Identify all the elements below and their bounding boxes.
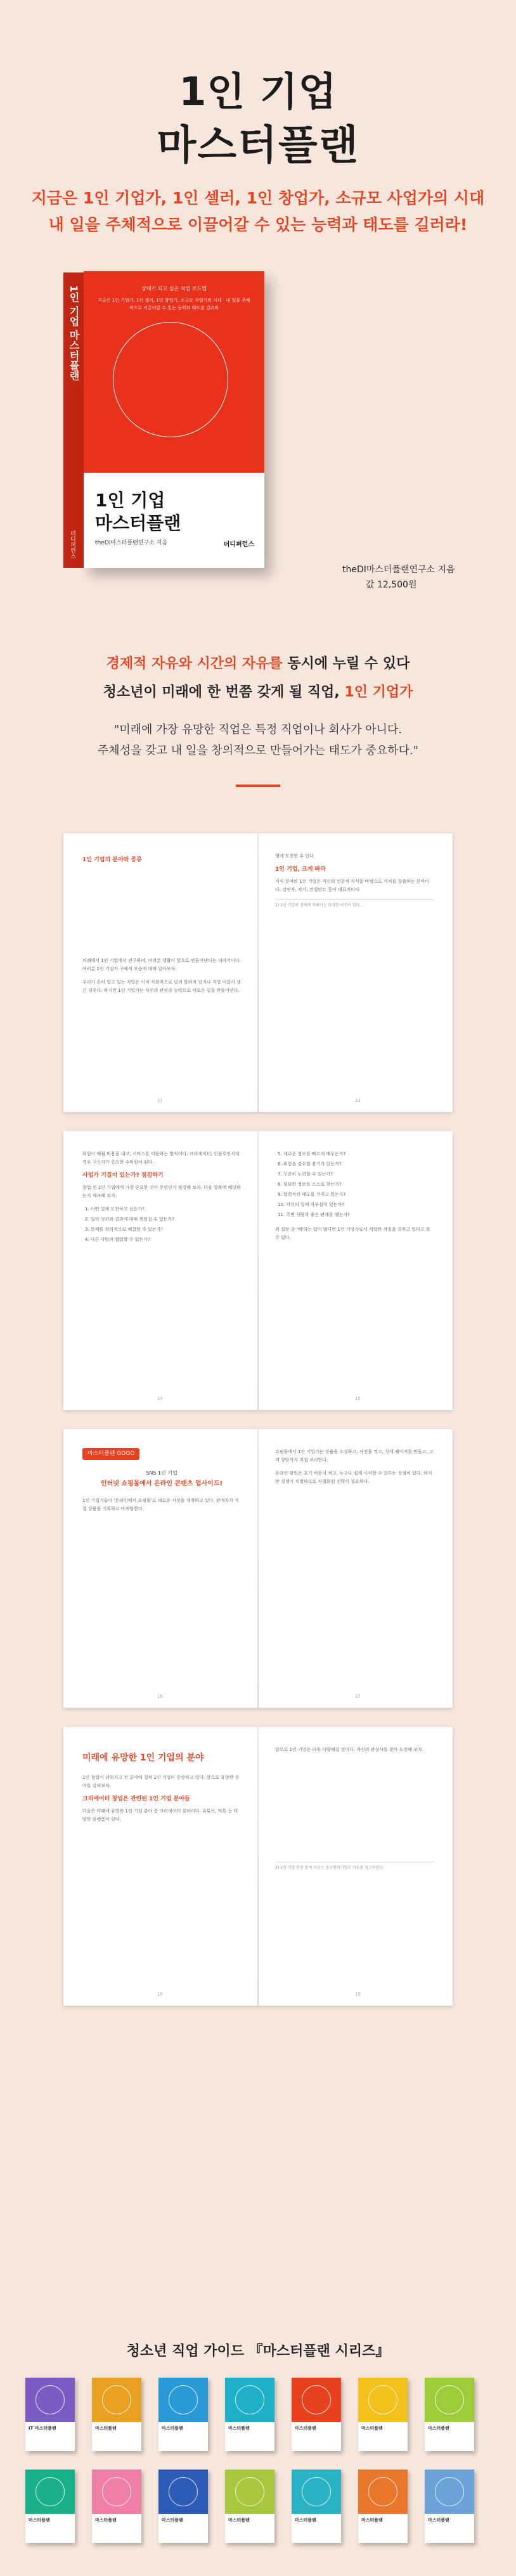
series-book-panel: [92, 2514, 141, 2543]
hero-subtitle-line1: 지금은 1인 기업가, 1인 셀러, 1인 창업가, 소규모 사업가의 시대: [31, 189, 485, 207]
series-book-label: 마스터플랜: [162, 2426, 183, 2431]
headline-rest: 동시에 누릴 수 있다: [282, 656, 410, 672]
quote-line1: "미래에 가장 유망한 직업은 특정 직업이나 회사가 아니다.: [114, 723, 402, 736]
series-book-panel: [425, 2514, 474, 2543]
preview-spread-2: [63, 1131, 453, 1410]
preview-spread-1: [63, 833, 453, 1112]
series-book-cover: [225, 2470, 274, 2543]
series-book-cover: [292, 2470, 341, 2543]
series-book-cover: [92, 2378, 141, 2451]
series-book-circle: [235, 2477, 264, 2506]
section-heading: 1인 기업, 크게 봐라: [275, 866, 326, 873]
series-book-circle: [35, 2477, 65, 2506]
series-book-panel: [358, 2422, 408, 2451]
hero-title-line2: 마스터플랜: [157, 122, 359, 169]
series-book-circle: [435, 2477, 464, 2506]
series-book-cover: [358, 2470, 408, 2543]
series-book-panel: [292, 2514, 341, 2543]
page-number: 13: [355, 1098, 361, 1103]
page-number: 19: [355, 1992, 361, 1997]
series-book-panel: [158, 2422, 208, 2451]
series-book-label: IT 마스터플랜: [29, 2426, 56, 2431]
series-book-circle: [102, 2477, 131, 2506]
checklist-item: 4. 다른 사람과 협업할 수 있는가?: [85, 1237, 150, 1242]
headline-emphasis: 경제적 자유와 시간의 자유를: [106, 656, 283, 672]
body-text: 행에 도전할 수 있다.: [275, 854, 315, 859]
series-book-circle: [435, 2385, 464, 2414]
body-text: 1인 기업가들이 '온라인에서 쇼핑몰'로 새로운 시장을 개척하고 있다. 판매자가 직접 상품을 기획하고 마케팅한다.: [82, 1498, 239, 1511]
page-number: 18: [157, 1992, 163, 1997]
page-number: 16: [157, 1694, 163, 1699]
preview-spread-4: [63, 1727, 453, 2006]
series-book-circle: [368, 2477, 397, 2506]
book-cover-title-line1: 1인 기업: [95, 490, 165, 511]
headline-line2: [0, 681, 516, 701]
spread-fold: [257, 1727, 259, 2006]
hero-subtitle-line2: 내 일을 주체적으로 이끌어갈 수 있는 능력과 태도를 길러라!: [48, 215, 468, 234]
checklist-item: 9. 협력적인 태도를 가지고 있는가?: [278, 1192, 346, 1197]
price-info: 값 12,500원: [366, 580, 417, 590]
book-cover-title-panel: [84, 473, 264, 568]
spread-page-right: [275, 1150, 434, 1247]
spread-page-left: [82, 1150, 241, 1246]
body-text: 우리가 흔히 알고 있는 직업은 이미 사회적으로 널리 알려져 있거나 직업 이름이 생긴 경우다. 하지만 1인 기업가는 자신의 관심과 능력으로 새로운 일을 만들어낸다.: [82, 980, 241, 993]
series-book-panel: [225, 2514, 274, 2543]
checklist-item: 11. 주변 사람과 좋은 관계를 맺는가?: [278, 1212, 350, 1217]
body-text: 회원이 매월 비용을 내고, 서비스를 이용하는 방식이다. 크리에이터, 인플루언서의 경우 구독자가 중요한 수익원이 된다.: [82, 1151, 240, 1165]
section-title: 미래에 유망한 1인 기업의 분야: [82, 1753, 204, 1763]
headline-line1: [0, 653, 516, 672]
hero-section: [0, 0, 516, 817]
series-book-circle: [235, 2385, 264, 2414]
series-book-label: 마스터플랜: [162, 2518, 183, 2523]
series-book-label: 마스터플랜: [29, 2518, 50, 2523]
series-book-panel: [92, 2422, 141, 2451]
series-book-cover: [158, 2470, 208, 2543]
author-info: theDI마스터플랜연구소 지음: [342, 565, 455, 575]
book-cover-author: theDI마스터플랜연구소 지음: [95, 540, 168, 546]
series-book-label: 마스터플랜: [95, 2426, 117, 2431]
body-text: 1인 창업이 쉬워지고 전 분야에 걸쳐 1인 기업이 등장하고 있다. 앞으로 유망한 분야를 살펴보자.: [82, 1775, 240, 1788]
headline-keyword: 1인 기업가: [344, 684, 413, 700]
body-text: 쇼핑몰에서 1인 기업가는 상품을 소싱하고, 사진을 찍고, 상세 페이지를 만들고, 고객 상담까지 직접 처리한다.: [275, 1449, 434, 1463]
series-book-cover: [292, 2378, 341, 2451]
spread-page-left: [82, 1448, 241, 1518]
series-book-panel: [158, 2514, 208, 2543]
series-book-panel: [25, 2422, 75, 2451]
series-book-panel: [225, 2422, 274, 2451]
series-book-circle: [302, 2477, 331, 2506]
book-tagline-sub: 지금은 1인 기업가, 1인 셀러, 1인 창업가, 소규모 사업가의 시대 · 내 일을 주체적으로 이끌어갈 수 있는 능력과 태도를 길러라: [98, 298, 250, 311]
footnote: 2) 1인 기업 관련 통계 자료는 중소벤처기업부 자료를 참고하였다.: [275, 1862, 434, 1871]
series-book-label: 마스터플랜: [228, 2518, 250, 2523]
checklist-item: 2. 일의 성과와 결과에 대해 책임질 수 있는가?: [85, 1217, 174, 1222]
spread-page-left: [82, 852, 241, 1000]
series-book-cover: [425, 2378, 474, 2451]
series-book-panel: [358, 2514, 408, 2543]
page-number: 15: [355, 1396, 361, 1401]
series-book-cover: [358, 2378, 408, 2451]
series-book-cover: [425, 2470, 474, 2543]
series-book-circle: [35, 2385, 65, 2414]
section-subheading: SNS 1인 기업: [146, 1470, 177, 1476]
series-book-cover: [225, 2378, 274, 2451]
series-book-circle: [302, 2385, 331, 2414]
section-heading: 사업가 기질이 있는가? 점검하기: [82, 1172, 164, 1179]
checklist-item: 3. 문제를 창의적으로 해결할 수 있는가?: [85, 1227, 163, 1232]
body-text: 지식 분야의 1인 기업은 자신의 전문적 지식을 바탕으로 가치를 창출하는 분야이다. 강연자, 작가, 컨설턴트 등이 대표적이다.: [275, 879, 430, 892]
book-spine-title: 1인 기업 마스터플랜: [68, 285, 80, 381]
section-tag: 마스터플랜 GOGO: [82, 1448, 139, 1460]
page-number: 12: [157, 1098, 163, 1103]
book-cover-title-line2: 마스터플랜: [95, 513, 181, 534]
body-text: 위 질문 중 '예'라는 답이 많다면 1인 기업가로서 적합한 자질을 갖추고 있다고 볼 수 있다.: [275, 1227, 430, 1240]
section-heading: 크리에이터 창업은 관련된 1인 기업 분야들: [82, 1796, 190, 1802]
series-book-label: 마스터플랜: [228, 2426, 250, 2431]
checklist: [275, 1150, 434, 1219]
series-book-panel: [25, 2514, 75, 2543]
series-book-label: 마스터플랜: [295, 2518, 316, 2523]
series-book-label: 마스터플랜: [361, 2518, 383, 2523]
body-text: 온라인 창업은 초기 비용이 적고, 누구나 쉽게 시작할 수 있다는 장점이 있다. 하지만 경쟁이 치열하므로 차별화된 전략이 필요하다.: [275, 1471, 432, 1484]
spread-fold: [257, 1131, 259, 1410]
checklist-item: 1. 어떤 일에 도전하고 싶은가?: [85, 1207, 145, 1212]
section-heading: 1인 기업의 분야와 종류: [82, 857, 142, 863]
book-cover: [84, 271, 264, 568]
headline-prefix: 청소년이 미래에 한 번쯤 갖게 될 직업,: [103, 684, 345, 700]
series-book-label: 마스터플랜: [361, 2426, 383, 2431]
book-tagline: 상대가 되고 싶은 직업 로드맵: [141, 286, 207, 292]
series-book-cover: [158, 2378, 208, 2451]
series-book-circle: [169, 2477, 198, 2506]
spread-fold: [257, 833, 259, 1112]
spread-page-right: [275, 852, 434, 909]
checklist-item: 5. 새로운 정보를 빠르게 배우는가?: [278, 1151, 346, 1157]
book-circle-graphic: [113, 322, 228, 437]
series-book-label: 마스터플랜: [95, 2518, 117, 2523]
series-book-label: 마스터플랜: [428, 2518, 449, 2523]
series-book-panel: [425, 2422, 474, 2451]
checklist-item: 10. 자신의 일에 자부심이 있는가?: [278, 1202, 344, 1207]
footnote: 1) 1인 기업의 정의에 대해서는 다양한 의견이 있다.: [275, 899, 434, 909]
spread-page-right: [275, 1448, 434, 1491]
series-book-circle: [102, 2385, 131, 2414]
section-title: 인터넷 쇼핑몰에서 온라인 콘텐츠 업사이드!: [100, 1480, 223, 1487]
spread-fold: [257, 1429, 259, 1708]
series-book-cover: [25, 2378, 75, 2451]
spread-page-right: [275, 1746, 434, 1871]
hero-title-line1: 1인 기업: [179, 68, 337, 115]
page-number: 14: [157, 1396, 163, 1401]
body-text: 다음은 미래에 유망한 1인 기업 분야 중 크리에이터 분야이다. 유튜브, 틱톡 등 다양한 플랫폼이 있다.: [82, 1809, 238, 1822]
publisher-logo: 더디퍼런스: [223, 541, 254, 548]
body-text: 앞으로 1인 기업은 더욱 다양해질 것이다. 자신의 관심사를 찾아 도전해 보자.: [275, 1747, 424, 1752]
quote-line2: 주체성을 갖고 내 일을 창의적으로 만들어가는 태도가 중요하다.": [97, 744, 419, 757]
series-book-circle: [169, 2385, 198, 2414]
page-number: 17: [355, 1694, 361, 1699]
book-spine: [63, 272, 85, 568]
checklist-item: 8. 필요한 정보를 스스로 찾는가?: [278, 1182, 342, 1187]
series-book-circle: [368, 2385, 397, 2414]
body-text: 창업 전 1인 기업에게 가장 중요한 것이 무엇인지 점검해 보자. 다음 항목에 해당하는지 체크해 보자.: [82, 1185, 241, 1198]
series-book-panel: [292, 2422, 341, 2451]
checklist: [82, 1205, 241, 1244]
series-book-cover: [25, 2470, 75, 2543]
checklist-item: 7. 꾸준히 노력할 수 있는가?: [278, 1172, 333, 1177]
book-spine-publisher: 더디퍼런스: [69, 530, 75, 559]
body-text: 미래에서 1인 기업에서 연구하며, 여러분 생활이 앞으로 만들어낸다는 이야기이다. 여러분 1인 기업가 구체적 모습에 대해 알아보자.: [82, 958, 241, 971]
series-book-cover: [92, 2470, 141, 2543]
series-title: 청소년 직업 가이드 『마스터플랜 시리즈』: [126, 2343, 390, 2359]
checklist-item: 6. 위험을 감수할 용기가 있는가?: [278, 1162, 342, 1167]
spread-page-left: [82, 1746, 241, 1829]
accent-divider: [236, 785, 280, 787]
series-book-label: 마스터플랜: [428, 2426, 449, 2431]
preview-spread-3: [63, 1429, 453, 1708]
series-book-label: 마스터플랜: [295, 2426, 316, 2431]
